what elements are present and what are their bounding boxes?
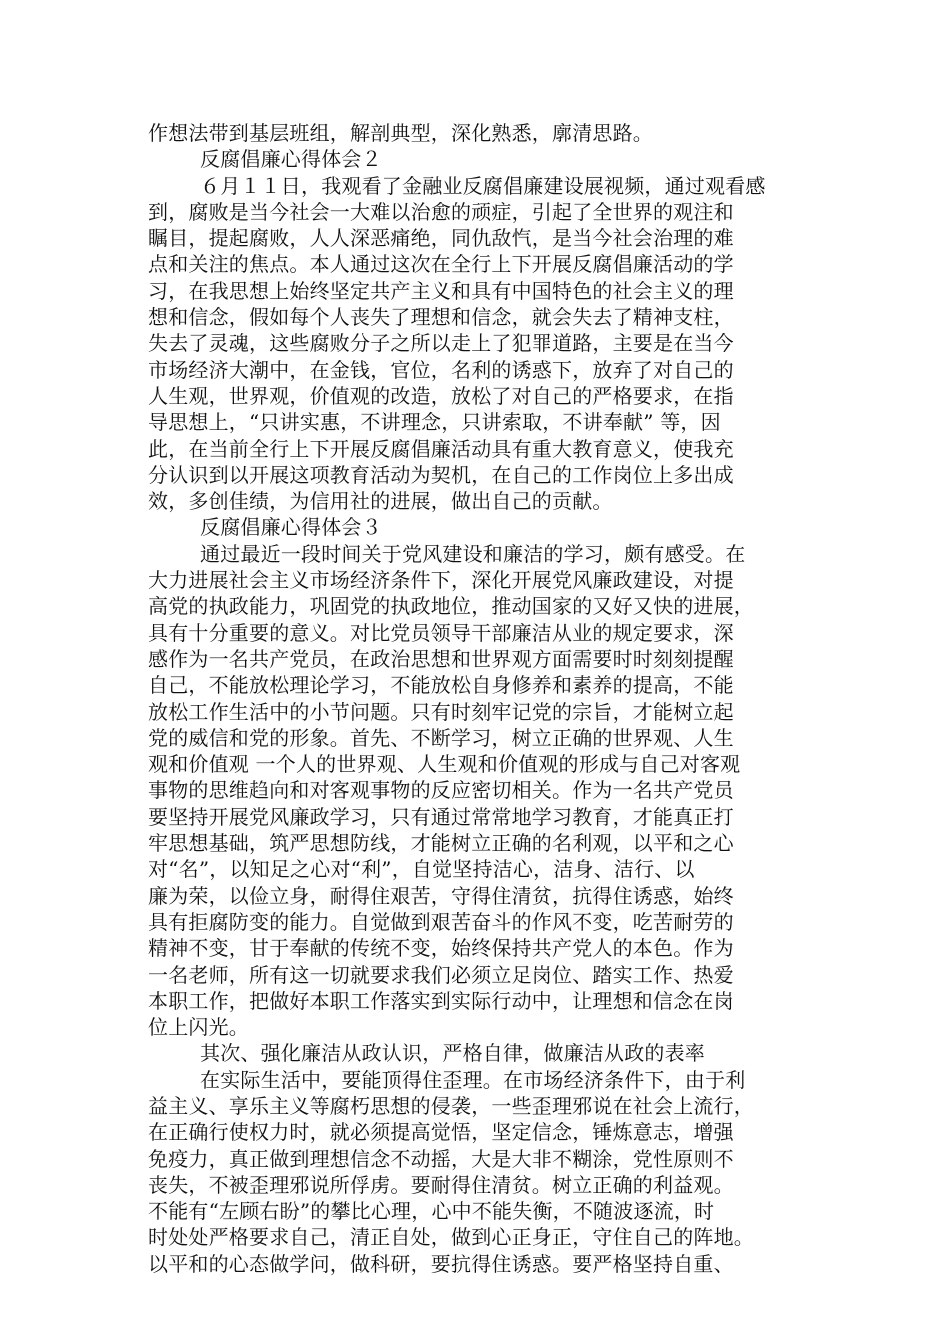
text-line: 党的威信和党的形象。首先、不断学习，树立正确的世界观、人生: [148, 725, 734, 750]
text-line: 此，在当前全行上下开展反腐倡廉活动具有重大教育意义，使我充: [148, 436, 734, 461]
text-line: 事物的思维趋向和对客观事物的反应密切相关。作为一名共产党员: [148, 778, 734, 803]
text-line: ６月１１日，我观看了金融业反腐倡廉建设展视频，通过观看感: [200, 173, 766, 198]
text-line: 一名老师，所有这一切就要求我们必须立足岗位、踏实工作、热爱: [148, 962, 734, 987]
text-line: 自己，不能放松理论学习，不能放松自身修养和素养的提高，不能: [148, 673, 734, 698]
text-line: 效，多创佳绩，为信用社的进展，做出自己的贡献。: [148, 489, 613, 514]
document-page: [148, 120, 808, 1277]
text-line: 本职工作，把做好本职工作落实到实际行动中，让理想和信念在岗: [148, 988, 734, 1013]
text-line: 大力进展社会主义市场经济条件下，深化开展党风廉政建设，对提: [148, 568, 734, 593]
text-line: 不能有“左顾右盼”的攀比心理，心中不能失衡，不随波逐流，时: [148, 1199, 715, 1224]
text-line: 免疫力，真正做到理想信念不动摇，大是大非不糊涂，党性原则不: [148, 1146, 734, 1171]
text-line: 人生观，世界观，价值观的改造，放松了对自己的严格要求，在指: [148, 383, 734, 408]
text-line: 其次、强化廉洁从政认识，严格自律，做廉洁从政的表率: [200, 1041, 705, 1066]
text-line: 作想法带到基层班组，解剖典型，深化熟悉，廓清思路。: [148, 121, 653, 145]
text-line: 益主义、享乐主义等腐朽思想的侵袭，一些歪理邪说在社会上流行，: [148, 1093, 754, 1118]
text-line: 在正确行使权力时，就必须提高觉悟，坚定信念，锤炼意志，增强: [148, 1120, 734, 1145]
text-line: 通过最近一段时间关于党风建设和廉洁的学习，颇有感受。在: [200, 541, 746, 566]
text-line: 丧失，不被歪理邪说所俘虏。要耐得住清贫。树立正确的利益观。: [148, 1172, 734, 1197]
text-line: 以平和的心态做学问，做科研，要抗得住诱惑。要严格坚持自重、: [148, 1251, 734, 1276]
text-line: 时处处严格要求自己，清正自处，做到心正身正，守住自己的阵地。: [148, 1225, 754, 1250]
text-line: 分认识到以开展这项教育活动为契机，在自己的工作岗位上多出成: [148, 462, 734, 487]
text-line: 高党的执政能力，巩固党的执政地位，推动国家的又好又快的进展，: [148, 594, 754, 619]
text-line: 具有十分重要的意义。对比党员领导干部廉洁从业的规定要求，深: [148, 620, 734, 645]
text-line: 导思想上，“只讲实惠，不讲理念，只讲索取，不讲奉献” 等，因: [148, 410, 721, 435]
text-line: 反腐倡廉心得体会２: [200, 147, 382, 172]
text-line: 对“名”，以知足之心对“利”，自觉坚持洁心，洁身、洁行、以: [148, 857, 695, 882]
text-line: 瞩目，提起腐败，人人深恶痛绝，同仇敌忾，是当今社会治理的难: [148, 226, 734, 251]
text-line: 反腐倡廉心得体会３: [200, 515, 382, 540]
text-line: 放松工作生活中的小节问题。只有时刻牢记党的宗旨，才能树立起: [148, 699, 734, 724]
text-line: 牢思想基础，筑严思想防线，才能树立正确的名利观，以平和之心: [148, 831, 734, 856]
text-line: 观和价值观 一个人的世界观、人生观和价值观的形成与自己对客观: [148, 752, 741, 777]
text-line: 位上闪光。: [148, 1015, 249, 1040]
text-line: 感作为一名共产党员，在政治思想和世界观方面需要时时刻刻提醒: [148, 646, 734, 671]
text-line: 想和信念，假如每个人丧失了理想和信念，就会失去了精神支柱，: [148, 305, 734, 330]
text-line: 要坚持开展党风廉政学习，只有通过常常地学习教育，才能真正打: [148, 804, 734, 829]
text-line: 精神不变，甘于奉献的传统不变，始终保持共产党人的本色。作为: [148, 936, 734, 961]
text-line: 点和关注的焦点。本人通过这次在全行上下开展反腐倡廉活动的学: [148, 252, 734, 277]
text-line: 市场经济大潮中，在金钱，官位，名利的诱惑下，放弃了对自己的: [148, 357, 734, 382]
text-line: 在实际生活中，要能顶得住歪理。在市场经济条件下，由于利: [200, 1067, 746, 1092]
text-line: 具有拒腐防变的能力。自觉做到艰苦奋斗的作风不变，吃苦耐劳的: [148, 909, 734, 934]
text-line: 习，在我思想上始终坚定共产主义和具有中国特色的社会主义的理: [148, 278, 734, 303]
text-line: 失去了灵魂，这些腐败分子之所以走上了犯罪道路，主要是在当今: [148, 331, 734, 356]
text-line: 到，腐败是当今社会一大难以治愈的顽症，引起了全世界的观注和: [148, 199, 734, 224]
text-line: 廉为荣，以俭立身，耐得住艰苦，守得住清贫，抗得住诱惑，始终: [148, 883, 734, 908]
